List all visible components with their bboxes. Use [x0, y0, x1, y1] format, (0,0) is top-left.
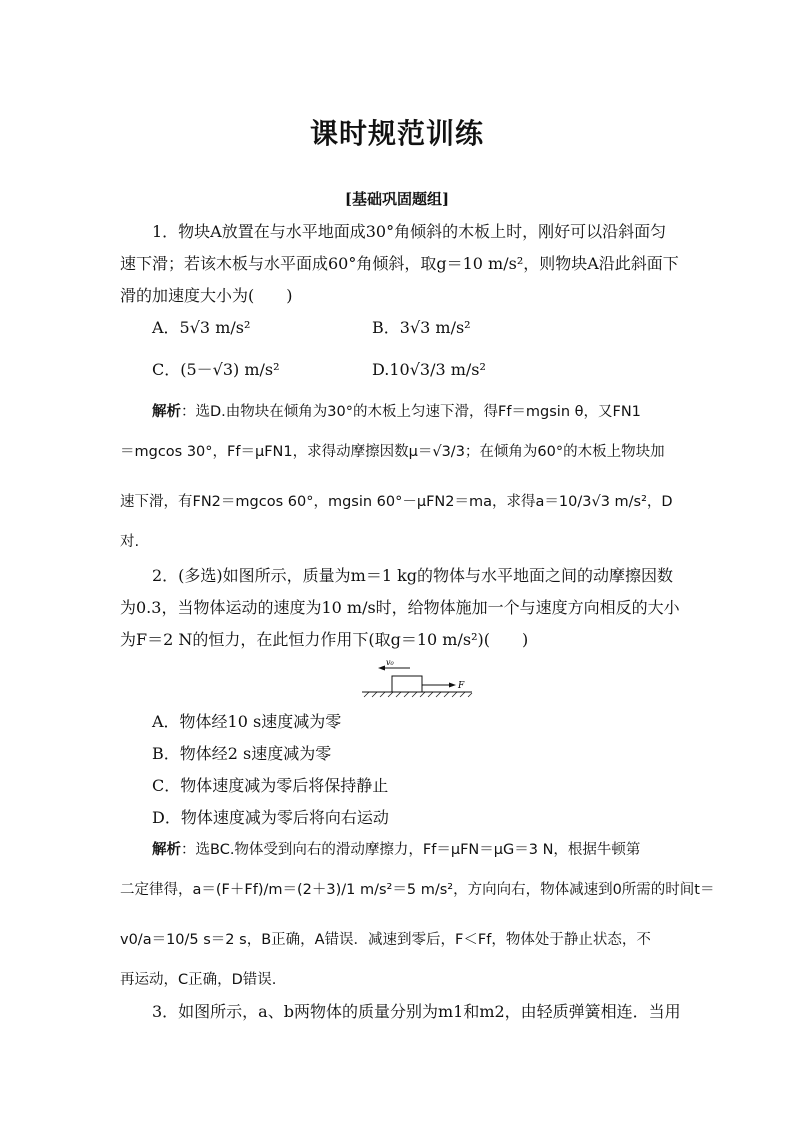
q1-solution-text1: ：选D.由物块在倾角为30°的木板上匀速下滑，得Ff＝mgsin θ，又FN1	[181, 404, 641, 420]
force-arrow-head	[449, 683, 456, 688]
q2-line2: 为0.3，当物体运动的速度为10 m/s时，给物体施加一个与速度方向相反的大小	[120, 598, 680, 617]
q2-solution-line4: 再运动，C正确，D错误.	[120, 972, 277, 988]
q1-line1: 1．物块A放置在与水平地面成30°角倾斜的木板上时，刚好可以沿斜面匀	[152, 222, 667, 241]
q1-solution-line4: 对.	[120, 534, 140, 550]
section-heading: [基础巩固题组]	[344, 190, 450, 208]
q1-option-b: B．3√3 m/s²	[372, 318, 471, 337]
q2-line1: 2．(多选)如图所示，质量为m＝1 kg的物体与水平地面之间的动摩擦因数	[152, 566, 674, 585]
q2-solution-line2: 二定律得，a＝(F＋Ff)/m＝(2＋3)/1 m/s²＝5 m/s²，方向向右，物体减速到0所需的时间t＝	[120, 882, 715, 898]
q1-solution-line2: ＝mgcos 30°，Ff＝μFN1，求得动摩擦因数μ＝√3/3；在倾角为60°的木板上物块加	[120, 444, 665, 460]
q1-option-d: D.10√3/3 m/s²	[372, 360, 486, 379]
force-label: F	[458, 681, 465, 691]
q2-option-b: B．物体经2 s速度减为零	[152, 744, 332, 763]
block	[392, 676, 422, 692]
q1-solution-line1	[152, 402, 641, 422]
q2-solution-line1	[152, 840, 640, 860]
q2-option-c: C．物体速度减为零后将保持静止	[152, 776, 389, 795]
q1-solution-label: 解析	[152, 404, 181, 420]
q2-line3: 为F＝2 N的恒力，在此恒力作用下(取g＝10 m/s²)( )	[120, 630, 529, 649]
velocity-arrow-head	[378, 666, 385, 671]
q2-option-d: D．物体速度减为零后将向右运动	[152, 808, 389, 827]
q1-option-a: A．5√3 m/s²	[152, 318, 251, 337]
q2-solution-label: 解析	[152, 842, 181, 858]
q2-solution-text1: ：选BC.物体受到向右的滑动摩擦力，Ff＝μFN＝μG＝3 N，根据牛顿第	[181, 842, 641, 858]
block-force-diagram	[360, 656, 480, 700]
q1-line3: 滑的加速度大小为( )	[120, 286, 293, 305]
velocity-label: v₀	[386, 658, 394, 667]
q2-option-a: A．物体经10 s速度减为零	[152, 712, 342, 731]
page-title: 课时规范训练	[309, 117, 484, 150]
q1-option-c: C．(5－√3) m/s²	[152, 360, 280, 379]
ground-hatching	[364, 692, 472, 697]
q1-line2: 速下滑；若该木板与水平面成60°角倾斜，取g＝10 m/s²，则物块A沿此斜面下	[120, 254, 679, 273]
q3-line1: 3．如图所示，a、b两物体的质量分别为m1和m2，由轻质弹簧相连．当用	[152, 1002, 681, 1021]
q1-solution-line3: 速下滑，有FN2＝mgcos 60°，mgsin 60°－μFN2＝ma，求得a＝10/3√3 m/s²，D	[120, 494, 673, 510]
q2-solution-line3: v0/a＝10/5 s＝2 s，B正确，A错误．减速到零后，F＜Ff，物体处于静止状态，不	[120, 932, 651, 948]
